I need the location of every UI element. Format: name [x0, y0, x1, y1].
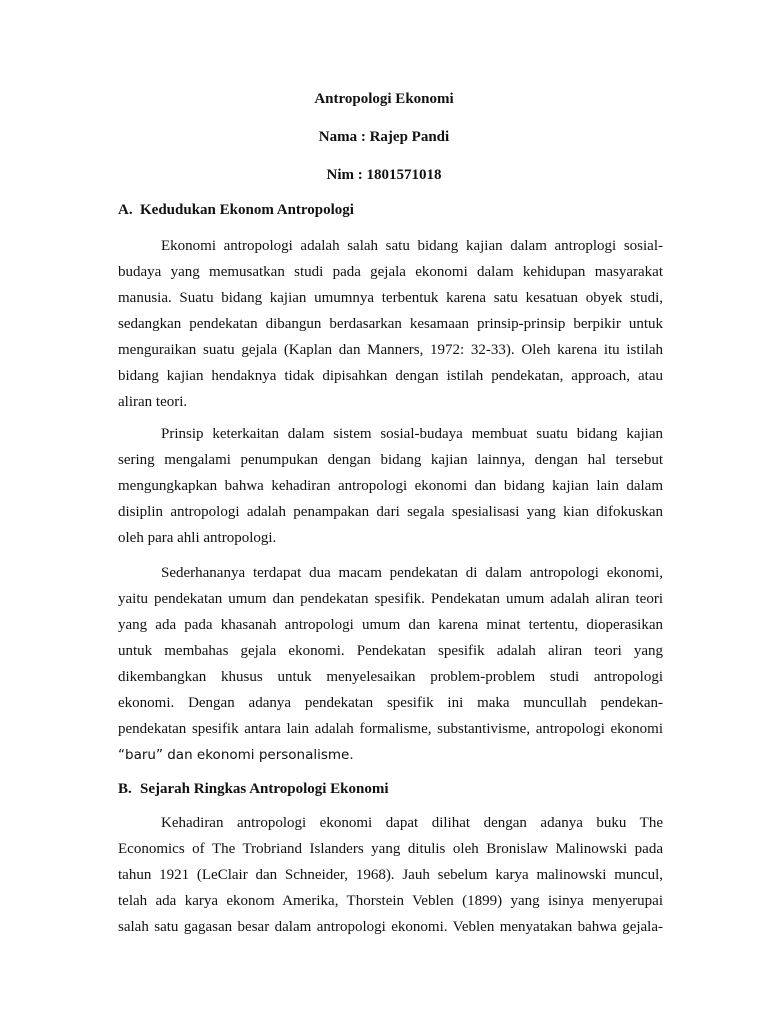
paragraph-line: manusia. Suatu bidang kajian umumnya terbentuk karena satu kesatuan obyek studi,: [118, 290, 663, 306]
paragraph-line: menguraikan suatu gejala (Kaplan dan Manners, 1972: 32-33). Oleh karena itu istilah: [118, 342, 663, 358]
section-a-heading: [118, 201, 354, 219]
section-b-number: B.: [118, 781, 132, 797]
paragraph-line: Ekonomi antropologi adalah salah satu bidang kajian dalam antroplogi sosial-: [161, 238, 663, 254]
paragraph-line: budaya yang memusatkan studi pada gejala ekonomi dalam kehidupan masyarakat: [118, 264, 663, 280]
section-b-title: Sejarah Ringkas Antropologi Ekonomi: [140, 781, 389, 797]
paragraph-line: pendekatan spesifik antara lain adalah formalisme, substantivisme, antropologi ekonomi: [118, 721, 663, 737]
paragraph-line: sering mengalami penumpukan dengan bidang kajian lainnya, dengan hal tersebut: [118, 452, 663, 468]
paragraph-line: yang ada pada khasanah antropologi umum dan karena minat tertentu, dioperasikan: [118, 617, 663, 633]
paragraph-line: ekonomi. Dengan adanya pendekatan spesifik ini maka muncullah pendekan-: [118, 695, 663, 711]
paragraph-line: bidang kajian hendaknya tidak dipisahkan dengan istilah pendekatan, approach, atau: [118, 368, 663, 384]
paragraph-line: telah ada karya ekonom Amerika, Thorstein Veblen (1899) yang isinya menyerupai: [118, 893, 663, 909]
paragraph-line: oleh para ahli antropologi.: [118, 530, 277, 546]
paragraph-line: mengungkapkan bahwa kehadiran antropologi ekonomi dan bidang kajian lain dalam: [118, 478, 663, 494]
paragraph-line: yaitu pendekatan umum dan pendekatan spesifik. Pendekatan umum adalah aliran teori: [118, 591, 663, 607]
paragraph-line: Economics of The Trobriand Islanders yang ditulis oleh Bronislaw Malinowski pada: [118, 841, 663, 857]
paragraph-line: dikembangkan khusus untuk menyelesaikan problem-problem studi antropologi: [118, 669, 663, 685]
section-b-paragraph-1: [118, 810, 663, 940]
document-title: Antropologi Ekonomi: [314, 91, 454, 107]
student-id: Nim : 1801571018: [326, 167, 442, 183]
paragraph-line: aliran teori.: [118, 394, 188, 410]
paragraph-line: Kehadiran antropologi ekonomi dapat dilihat dengan adanya buku The: [161, 815, 663, 831]
paragraph-line: tahun 1921 (LeClair dan Schneider, 1968). Jauh sebelum karya malinowski muncul,: [118, 867, 663, 883]
section-b-heading: [118, 780, 389, 798]
author-name: Nama : Rajep Pandi: [318, 129, 450, 145]
section-a-title: Kedudukan Ekonom Antropologi: [140, 202, 354, 218]
paragraph-line: Prinsip keterkaitan dalam sistem sosial-budaya membuat suatu bidang kajian: [161, 426, 663, 442]
section-a-paragraph-2: [118, 421, 663, 551]
section-a-paragraph-3: [118, 560, 663, 768]
paragraph-line: Sederhananya terdapat dua macam pendekatan di dalam antropologi ekonomi,: [161, 565, 663, 581]
paragraph-line: salah satu gagasan besar dalam antropologi ekonomi. Veblen menyatakan bahwa gejala-: [118, 919, 663, 935]
section-a-paragraph-1: [118, 233, 663, 415]
section-a-number: A.: [118, 202, 133, 218]
paragraph-line: untuk membahas gejala ekonomi. Pendekatan spesifik adalah aliran teori yang: [118, 643, 663, 659]
paragraph-line: disiplin antropologi adalah penampakan dari segala spesialisasi yang kian difokuskan: [118, 504, 663, 520]
paragraph-line: “baru” dan ekonomi personalisme.: [118, 747, 354, 763]
paragraph-line: sedangkan pendekatan dibangun berdasarkan kesamaan prinsip-prinsip berpikir untuk: [118, 316, 663, 332]
